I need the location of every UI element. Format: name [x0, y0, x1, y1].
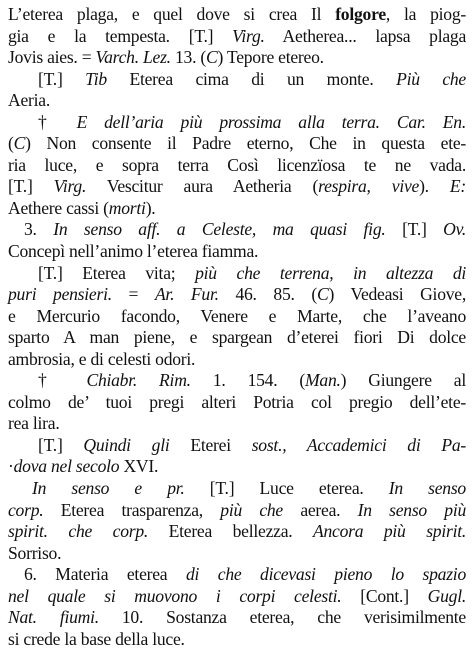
text-segment: Quindi gli: [83, 434, 170, 455]
text-segment: [T.]: [38, 68, 86, 89]
text-segment: [T.] Eterea vita;: [38, 262, 196, 283]
text-segment: rea lira.: [8, 413, 60, 434]
text-segment: C: [316, 284, 329, 305]
text-segment: ) Giungere al: [340, 370, 466, 391]
text-segment: colmo de’ tuoi pregi alteri Potria col pregio dell’ete-: [8, 391, 466, 412]
text-segment: (: [8, 133, 14, 154]
text-segment: gia e la tempesta. [T.]: [8, 25, 233, 46]
text-segment: 6. Materia eterea: [24, 564, 186, 585]
text-segment: 46. 85. (: [218, 284, 317, 305]
text-segment: , la piog-: [385, 4, 466, 24]
text-segment: E dell’aria più prossima alla terra. Car. En.: [76, 111, 466, 132]
text-segment: respira, vive: [318, 176, 420, 197]
text-segment: si crede la base della luce.: [8, 628, 185, 649]
text-line: [8, 392, 466, 414]
text-segment: C: [205, 47, 218, 68]
text-segment: 1. 154. (: [190, 370, 305, 391]
text-segment: puri pensieri.: [8, 284, 112, 305]
text-segment: L’eterea plaga, e quel dove si crea Il: [8, 4, 336, 24]
text-segment: †: [38, 370, 87, 391]
text-segment: Man.: [305, 370, 341, 391]
text-line: [8, 564, 466, 586]
text-segment: †: [38, 111, 77, 132]
text-line: [8, 284, 466, 306]
text-segment: spirit. che corp.: [8, 521, 149, 542]
text-segment: sost., Accademici di Pa-: [251, 434, 466, 455]
text-line: [8, 629, 466, 650]
text-line: [8, 219, 466, 241]
text-segment: ) Tepore etereo.: [217, 47, 324, 68]
text-segment: Aeria.: [8, 90, 50, 111]
text-line: [8, 478, 466, 500]
text-segment: Tib: [85, 68, 107, 89]
text-segment: aerea.: [283, 499, 358, 520]
text-line: [8, 90, 466, 112]
text-segment: In senso più: [357, 499, 467, 520]
text-line: [8, 435, 466, 457]
text-segment: Più che: [396, 68, 466, 89]
text-segment: di che dicevasi pieno lo spazio: [185, 564, 466, 585]
text-segment: Aetherea... lapsa plaga: [264, 25, 467, 46]
text-line: [8, 586, 466, 608]
text-segment: [T.]: [385, 219, 444, 240]
text-segment: In senso aff. a Celeste, ma quasi fig.: [53, 219, 386, 240]
text-segment: Chiabr. Rim.: [86, 370, 191, 391]
text-segment: ) Non consente il Padre eterno, Che in questa ete-: [25, 133, 466, 154]
text-line: [8, 198, 466, 220]
text-segment: Virg.: [232, 25, 265, 46]
text-segment: ria luce, e sopra terra Così licenzïosa te ne vada.: [8, 154, 466, 175]
text-line: [8, 370, 466, 392]
text-line: [8, 349, 466, 371]
text-segment: 10. Sostanza eterea, che verisimilmente: [98, 607, 466, 628]
text-line: [8, 263, 466, 285]
text-line: [8, 543, 466, 565]
text-segment: ).: [419, 176, 450, 197]
text-segment: dova nel secolo: [13, 456, 120, 477]
text-segment: ambrosia, e di celesti odori.: [8, 348, 196, 369]
text-segment: Jovis aies. =: [8, 47, 96, 68]
text-segment: Eterea cima di un monte.: [106, 68, 397, 89]
text-segment: Nat. fiumi.: [8, 607, 99, 628]
text-line: [8, 176, 466, 198]
text-line: [8, 456, 466, 478]
text-segment: folgore: [335, 4, 386, 24]
text-segment: [T.]: [8, 176, 54, 197]
text-line: [8, 4, 466, 26]
text-line: [8, 607, 466, 629]
text-segment: e Mercurio facondo, Venere e Marte, che l’aveano: [8, 305, 466, 326]
text-line: [8, 26, 466, 48]
text-segment: nel quale si muovono i corpi celesti.: [8, 585, 342, 606]
text-segment: E:: [449, 176, 466, 197]
text-line: [8, 112, 466, 134]
text-line: [8, 241, 466, 263]
text-segment: Ar. Fur.: [154, 284, 219, 305]
text-segment: =: [111, 284, 155, 305]
text-segment: corp.: [8, 499, 44, 520]
text-segment: Eterea bellezza.: [148, 521, 313, 542]
text-segment: Vescitur aura Aetheria (: [86, 176, 319, 197]
text-line: [8, 500, 466, 522]
text-segment: ·: [8, 456, 14, 477]
text-segment: Varch. Lez.: [95, 47, 171, 68]
text-segment: Sorriso.: [8, 542, 62, 563]
text-segment: [Cont.]: [341, 585, 428, 606]
text-segment: Concepì nell’animo l’eterea fiamma.: [8, 241, 259, 262]
text-segment: morti: [108, 197, 146, 218]
text-segment: Gugl.: [427, 585, 466, 606]
text-segment: Virg.: [53, 176, 87, 197]
text-segment: 13. (: [170, 47, 206, 68]
text-line: [8, 155, 466, 177]
text-line: [8, 69, 466, 91]
text-segment: sparto A man piene, e spargean d’eterei fiori Di dolce: [8, 327, 466, 348]
text-line: [8, 413, 466, 435]
text-line: [8, 521, 466, 543]
text-segment: Aethere cassi (: [8, 197, 109, 218]
text-segment: ).: [145, 197, 156, 218]
text-segment: [T.] Luce eterea.: [184, 478, 389, 499]
text-segment: C: [13, 133, 26, 154]
text-segment: Eterea trasparenza,: [43, 499, 221, 520]
text-segment: Eterei: [169, 434, 252, 455]
text-segment: più che terrena, in altezza di: [195, 262, 466, 283]
text-segment: In senso: [388, 478, 466, 499]
text-segment: [T.]: [38, 434, 84, 455]
text-segment: 3.: [24, 219, 54, 240]
text-line: [8, 47, 466, 69]
text-segment: In senso e pr.: [32, 478, 185, 499]
text-line: [8, 306, 466, 328]
text-line: [8, 327, 466, 349]
text-segment: Ov.: [443, 219, 467, 240]
text-segment: più che: [220, 499, 283, 520]
text-segment: XVI.: [119, 456, 159, 477]
text-line: [8, 133, 466, 155]
text-segment: ) Vedeasi Giove,: [328, 284, 466, 305]
text-segment: Ancora più spirit.: [313, 521, 466, 542]
